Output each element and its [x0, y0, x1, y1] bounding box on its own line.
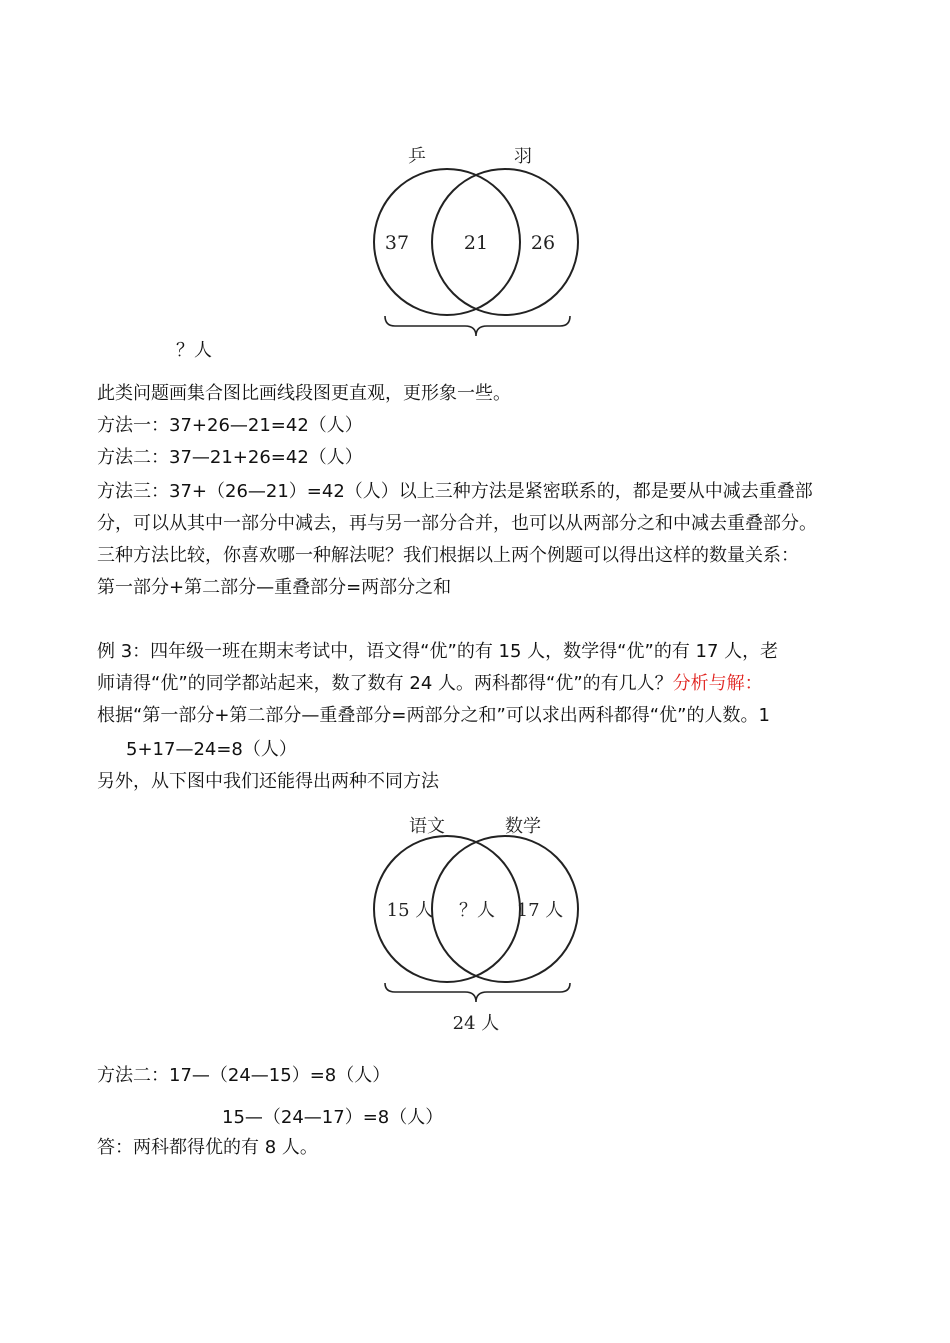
label-math: 数学 [505, 816, 541, 837]
alt-method-line1: 方法二：17—（24—15）=8（人） [97, 1065, 391, 1086]
bottom-brace [385, 316, 570, 336]
example3-line1: 例 3：四年级一班在期末考试中，语文得“优”的有 15 人，数学得“优”的有 17 人，老 [97, 641, 779, 662]
value-left: 37 [384, 232, 410, 254]
method3-line1: 方法三：37+（26—21）=42（人）以上三种方法是紧密联系的，都是要从中减去重叠部 [97, 481, 813, 502]
example3-line4: 5+17—24=8（人） [126, 739, 297, 760]
formula-text: 第一部分+第二部分—重叠部分=两部分之和 [97, 577, 452, 598]
another-method-text: 另外，从下图中我们还能得出两种不同方法 [97, 771, 439, 792]
circle-right [432, 169, 578, 315]
method3-line3: 三种方法比较，你喜欢哪一种解法呢？我们根据以上两个例题可以得出这样的数量关系： [97, 545, 799, 566]
method1-text: 方法一：37+26—21=42（人） [97, 415, 363, 436]
label-chinese: 语文 [409, 816, 445, 837]
bottom-brace [385, 983, 570, 1002]
example3-line3: 根据“第一部分+第二部分—重叠部分=两部分之和”可以求出两科都得“优”的人数。1 [97, 705, 770, 726]
value-center: ？人 [459, 900, 495, 921]
label-badminton: 羽 [514, 146, 532, 167]
venn1-bottom-label: ？人 [176, 340, 212, 361]
value-right: 17 人 [516, 900, 564, 921]
intro-text: 此类问题画集合图比画线段图更直观，更形象一些。 [97, 383, 511, 404]
method3-line2: 分，可以从其中一部分中减去，再与另一部分合并，也可以从两部分之和中减去重叠部分。 [97, 513, 817, 534]
value-center: 21 [463, 232, 489, 254]
label-pingpong: 乒 [408, 146, 426, 167]
example3-line2 [97, 672, 763, 696]
bottom-total: 24 人 [452, 1013, 500, 1034]
analysis-label: 分析与解： [672, 673, 763, 694]
value-right: 26 [530, 232, 556, 254]
venn-diagram-pingpong-badminton [355, 138, 595, 343]
venn-diagram-chinese-math [355, 808, 595, 1038]
alt-method-line2: 15—（24—17）=8（人） [222, 1107, 444, 1128]
value-left: 15 人 [386, 900, 434, 921]
answer-text: 答：两科都得优的有 8 人。 [97, 1137, 318, 1158]
method2-text: 方法二：37—21+26=42（人） [97, 447, 363, 468]
example3-line2-text: 师请得“优”的同学都站起来，数了数有 24 人。两科都得“优”的有几人？ [97, 673, 673, 694]
